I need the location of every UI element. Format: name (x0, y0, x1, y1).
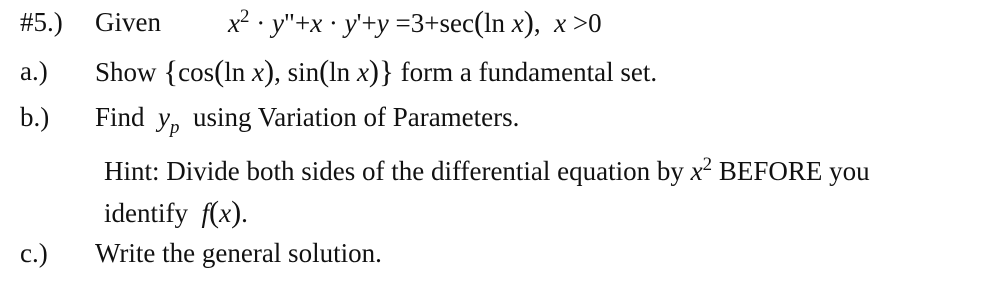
hint-line-2: identify f(x). (104, 195, 248, 229)
hint-fx: f(x) (201, 195, 242, 229)
part-c-label: c.) (20, 238, 48, 268)
hint-text-b: BEFORE you (718, 156, 870, 186)
part-a-text: Show {cos(ln x), sin(ln x)} form a fundamental set. (95, 53, 658, 89)
part-c-text: Write the general solution. (95, 238, 382, 268)
problem-number: #5.) (20, 7, 63, 37)
given-word: Given (95, 7, 161, 37)
part-a-label: a.) (20, 56, 48, 86)
part-b-text: Find $y_p$ using Variation of Parameters. (95, 102, 520, 138)
hint-identify: identify (104, 198, 188, 228)
hint-x: $x^2$ (690, 153, 713, 186)
hint-line-1 (104, 155, 870, 191)
given-equation: $x^2$ · y"+x · y'+y =3+sec(ln x), x >0 (228, 5, 602, 39)
hint-text-a: Hint: Divide both sides of the differential equation by (104, 156, 684, 186)
part-b-label: b.) (20, 102, 50, 132)
